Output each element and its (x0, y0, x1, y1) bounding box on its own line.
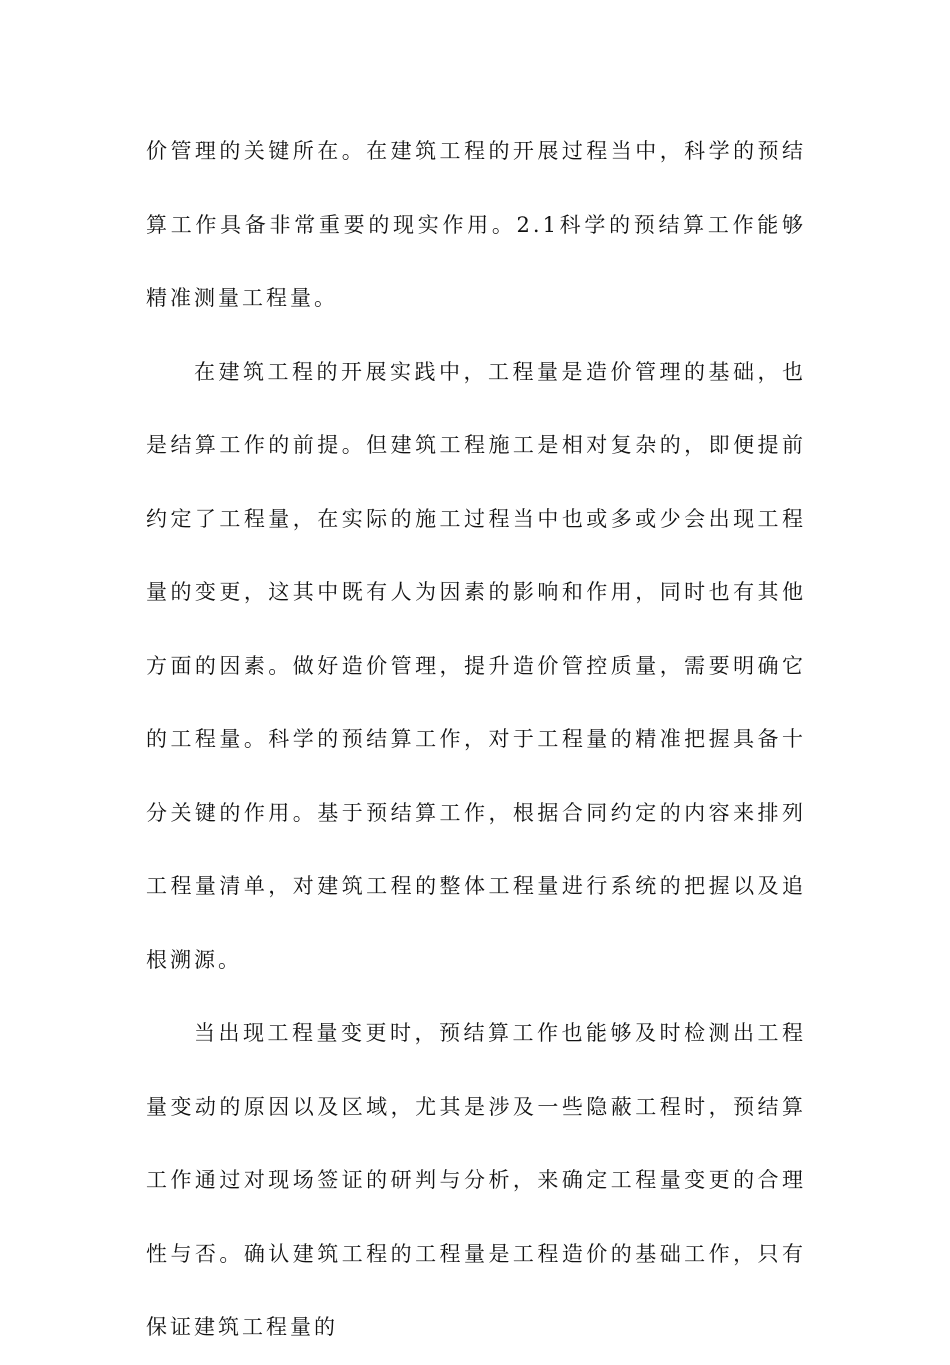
paragraph-3: 当出现工程量变更时，预结算工作也能够及时检测出工程量变动的原因以及区域，尤其是涉及一些隐蔽工程时，预结算工作通过对现场签证的研判与分析，来确定工程量变更的合理性与否。确认建筑工程的工程量是工程造价的基础工作，只有保证建筑工程量的 (146, 1021, 806, 1339)
document-body (146, 115, 806, 1365)
paragraph-2: 在建筑工程的开展实践中，工程量是造价管理的基础，也是结算工作的前提。但建筑工程施工是相对复杂的，即便提前约定了工程量，在实际的施工过程当中也或多或少会出现工程量的变更，这其中既有人为因素的影响和作用，同时也有其他方面的因素。做好造价管理，提升造价管控质量，需要明确它的工程量。科学的预结算工作，对于工程量的精准把握具备十分关键的作用。基于预结算工作，根据合同约定的内容来排列工程量清单，对建筑工程的整体工程量进行系统的把握以及追根溯源。 (146, 359, 806, 972)
paragraph-1: 价管理的关键所在。在建筑工程的开展过程当中，科学的预结算工作具备非常重要的现实作用。2.1科学的预结算工作能够精准测量工程量。 (146, 139, 806, 310)
